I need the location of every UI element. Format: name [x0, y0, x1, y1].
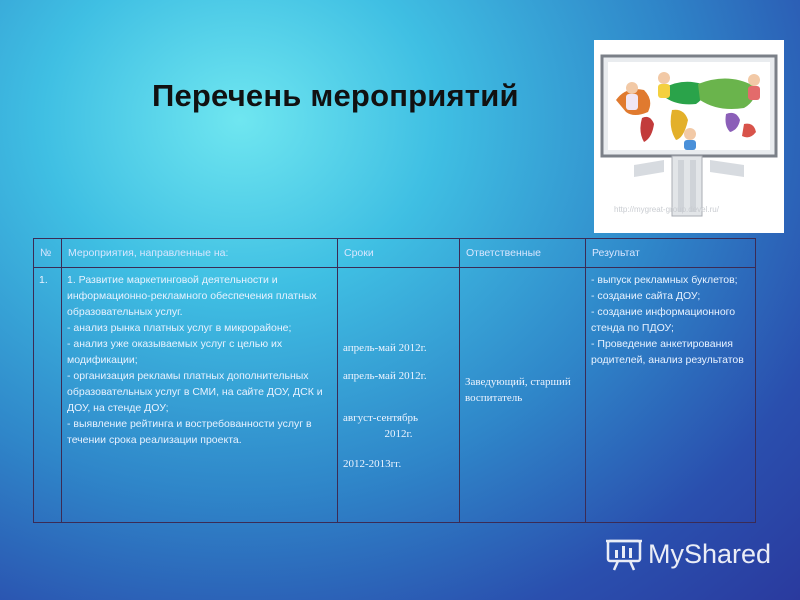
header-result: Результат — [586, 239, 756, 268]
presentation-board-icon — [606, 537, 642, 571]
header-number: № — [34, 239, 62, 268]
activity-item: - организация рекламы платных дополнительных образовательных услуг в СМИ, на сайте ДОУ, ДСК и ДОУ, на стенде ДОУ; — [67, 370, 323, 414]
image-watermark: http://mygreat-group.devel.ru/ — [614, 205, 719, 214]
table-row — [34, 268, 756, 523]
result-item: - выпуск рекламных буклетов; — [591, 274, 738, 286]
result-item: - создание сайта ДОУ; — [591, 290, 701, 302]
header-activities: Мероприятия, направленные на: — [62, 239, 338, 268]
activities-table — [33, 238, 756, 523]
myshared-logo[interactable] — [606, 536, 771, 572]
responsible-text: Заведующий, старший воспитатель — [465, 376, 571, 404]
date-item: апрель-май 2012г. — [343, 342, 427, 354]
activity-item: - анализ рынка платных услуг в микрорайоне; — [67, 322, 292, 334]
result-item: - создание информационного стенда по ПДОУ; — [591, 306, 736, 334]
header-dates: Сроки — [338, 239, 460, 268]
date-item: 2012г. — [384, 428, 413, 440]
activity-item: - анализ уже оказываемых услуг с целью их модификации; — [67, 338, 283, 366]
table-header-row — [34, 239, 756, 268]
result-item: - Проведение анкетирования родителей, анализ результатов — [591, 338, 744, 366]
row-activities — [62, 268, 338, 523]
slide-title: Перечень мероприятий — [152, 78, 519, 113]
row-responsible — [460, 268, 586, 523]
logo-text: MyShared — [648, 538, 772, 569]
row-dates — [338, 268, 460, 523]
row-results — [586, 268, 756, 523]
date-item: апрель-май 2012г. — [343, 370, 427, 382]
row-number: 1. — [34, 268, 62, 523]
activity-item: 1. Развитие маркетинговой деятельности и информационно-рекламного обеспечения платных образовательных услуг. — [67, 274, 317, 318]
date-item: 2012-2013гг. — [343, 458, 402, 470]
activity-item: - выявление рейтинга и востребованности услуг в течении срока реализации проекта. — [67, 418, 312, 446]
date-item: август-сентябрь — [343, 412, 419, 424]
billboard-image — [594, 40, 784, 233]
header-responsible: Ответственные — [460, 239, 586, 268]
